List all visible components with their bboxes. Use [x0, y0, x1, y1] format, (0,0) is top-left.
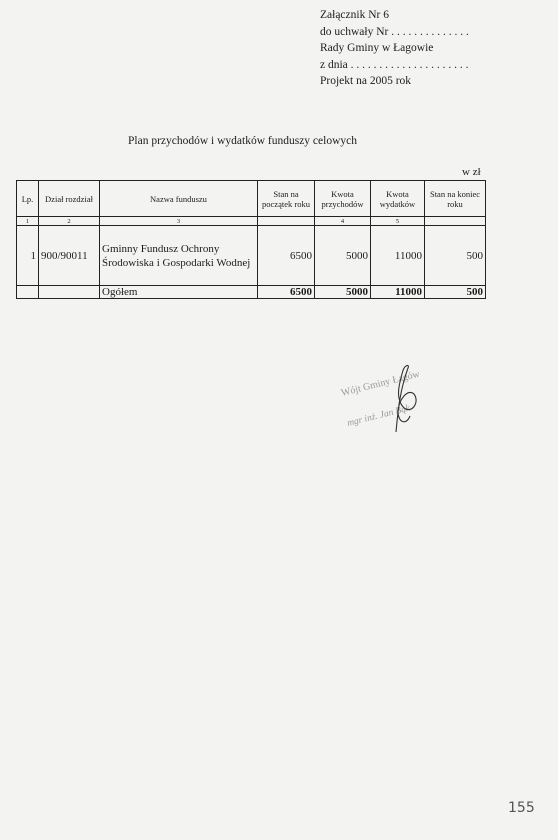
column-number: [258, 217, 315, 226]
header-nazwa: Nazwa funduszu: [100, 181, 258, 217]
total-label: Ogółem: [100, 286, 258, 299]
column-number: 2: [39, 217, 100, 226]
signature-stamp: [338, 360, 458, 440]
total-przychody: 5000: [315, 286, 371, 299]
row-lp: 1: [17, 226, 39, 286]
row-nazwa: Gminny Fundusz Ochrony Środowiska i Gospodarki Wodnej: [100, 226, 258, 286]
attachment-number: Załącznik Nr 6: [320, 9, 389, 21]
council-name: Rady Gminy w Łagowie: [320, 42, 434, 54]
column-number: 5: [371, 217, 425, 226]
page-number: 155: [508, 800, 535, 816]
resolution-number: do uchwały Nr . . . . . . . . . . . . . .: [320, 25, 469, 38]
total-stan-poczatek: 6500: [258, 286, 315, 299]
row-przychody: 5000: [315, 226, 371, 286]
table-row: [17, 226, 486, 286]
stamp-line-2: mgr inż. Jan Bąk: [346, 403, 412, 429]
column-number: [425, 217, 486, 226]
column-number: 4: [315, 217, 371, 226]
table-header-row: [17, 181, 486, 217]
column-number: 1: [17, 217, 39, 226]
header-stan-koniec: Stan na koniec roku: [425, 181, 486, 217]
row-stan-koniec: 500: [425, 226, 486, 286]
total-row: [17, 286, 486, 299]
column-number-row: [17, 217, 486, 226]
currency-unit: w zł: [462, 166, 481, 178]
attachment-header: [320, 7, 469, 90]
stamp-line-1: Wójt Gminy Łagów: [340, 368, 421, 399]
header-wydatki: Kwota wydatków: [371, 181, 425, 217]
header-lp: Lp.: [17, 181, 39, 217]
document-title: Plan przychodów i wydatków funduszy celowych: [128, 135, 357, 147]
column-number: 3: [100, 217, 258, 226]
row-dzial: 900/90011: [39, 226, 100, 286]
header-stan-poczatek: Stan na początek roku: [258, 181, 315, 217]
funds-table: [16, 180, 486, 299]
header-dzial: Dział rozdział: [39, 181, 100, 217]
total-stan-koniec: 500: [425, 286, 486, 299]
row-wydatki: 11000: [371, 226, 425, 286]
row-stan-poczatek: 6500: [258, 226, 315, 286]
project-year: Projekt na 2005 rok: [320, 75, 412, 87]
total-wydatki: 11000: [371, 286, 425, 299]
resolution-date: z dnia . . . . . . . . . . . . . . . . . . . . .: [320, 58, 469, 71]
header-przychody: Kwota przychodów: [315, 181, 371, 217]
